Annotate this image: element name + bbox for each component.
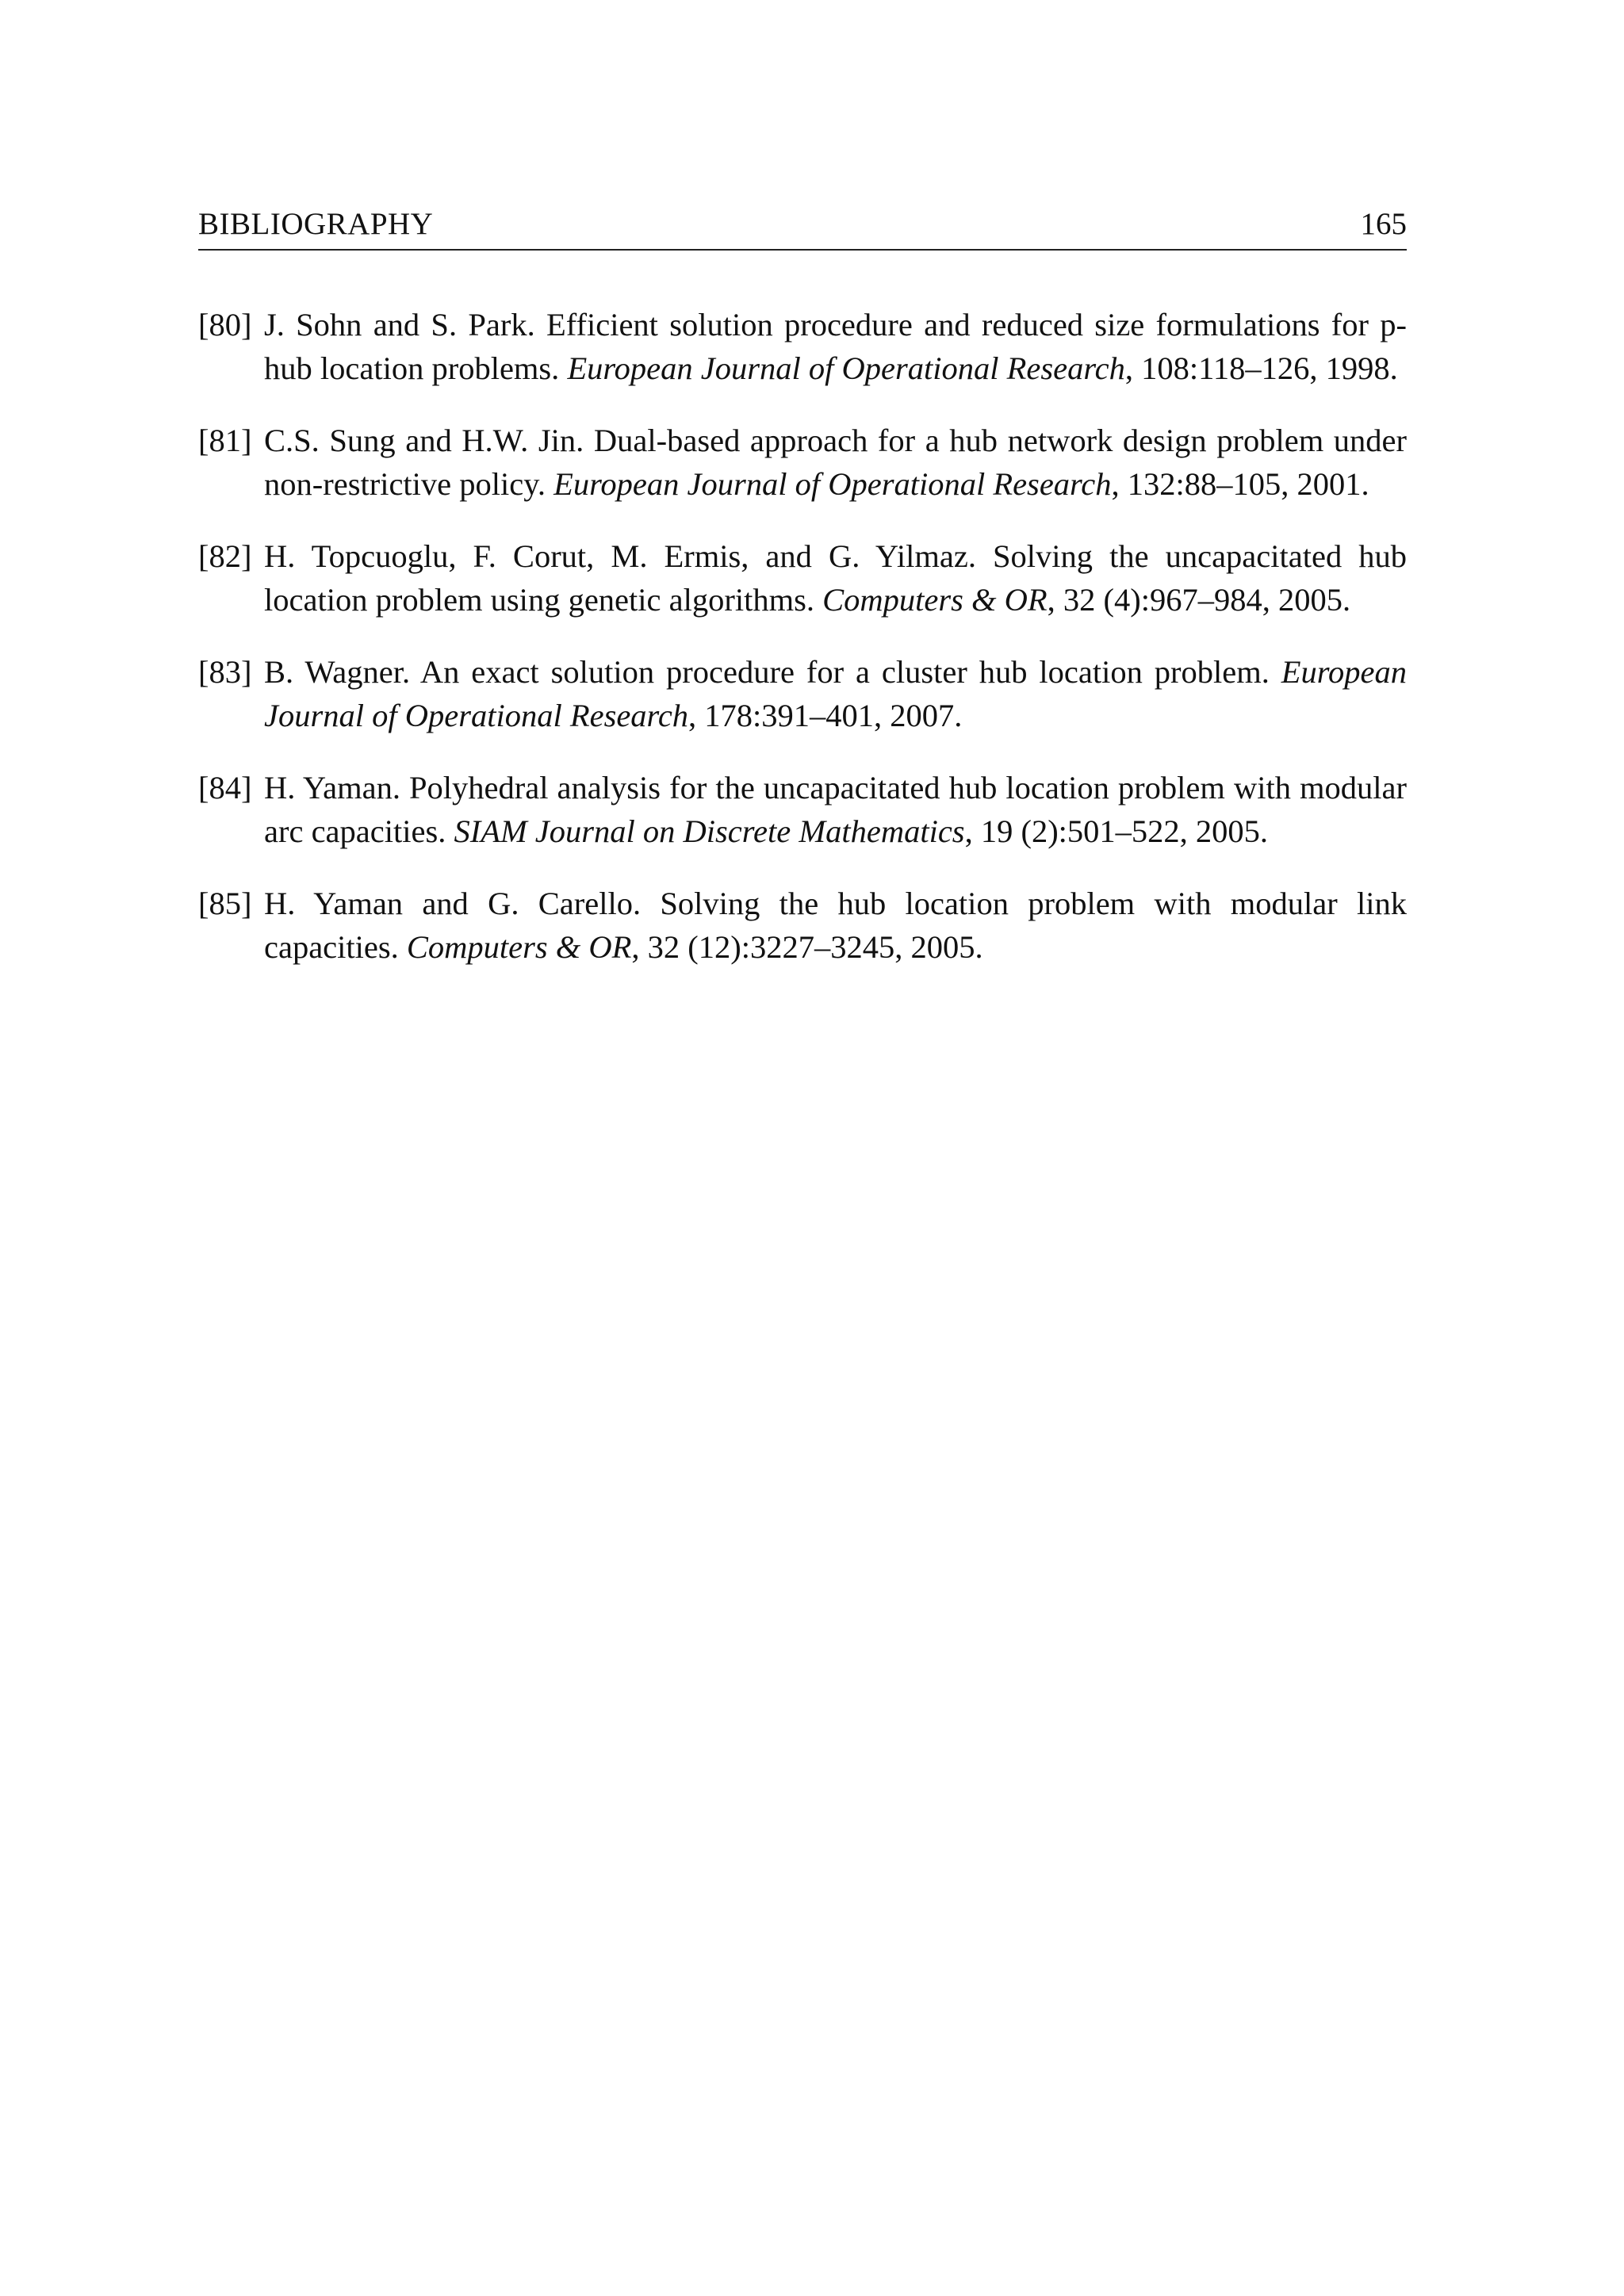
entry-title: Solving the hub location problem with modular link capacities. (264, 886, 1408, 965)
entry-venue: European Journal of Operational Research (567, 350, 1125, 386)
entry-label: [82] (198, 538, 252, 574)
entry-authors: H. Topcuoglu, F. Corut, M. Ermis, and G. Yilmaz. (264, 538, 976, 574)
entry-venue: Computers & OR (406, 929, 632, 965)
entry-label: [83] (198, 654, 252, 690)
entry-title: Dual-based approach for a hub network design problem under non-restrictive policy. (264, 423, 1408, 502)
bibliography-list (198, 303, 1407, 997)
entry-details: , 108:118–126, 1998. (1124, 350, 1398, 386)
entry-authors: B. Wagner. (264, 654, 411, 690)
entry-details: , 32 (4):967–984, 2005. (1047, 582, 1351, 618)
entry-authors: J. Sohn and S. Park. (264, 307, 535, 342)
entry-title: Polyhedral analysis for the uncapacitated hub location problem with modular arc capacities. (264, 770, 1407, 849)
entry-venue: SIAM Journal on Discrete Mathematics (454, 813, 965, 849)
entry-authors: H. Yaman and G. Carello. (264, 886, 642, 921)
entry-title: Solving the uncapacitated hub location problem using genetic algorithms. (264, 538, 1408, 618)
page-number: 165 (1360, 207, 1407, 241)
bib-entry-85 (198, 882, 1407, 969)
bib-entry-83 (198, 650, 1407, 737)
entry-venue: European Journal of Operational Research (553, 466, 1112, 502)
entry-details: , 32 (12):3227–3245, 2005. (631, 929, 983, 965)
entry-title: An exact solution procedure for a cluster hub location problem. (419, 654, 1270, 690)
bib-entry-82 (198, 534, 1407, 622)
entry-title: Efficient solution procedure and reduced size formulations for p-hub location problems. (264, 307, 1407, 386)
entry-label: [85] (198, 886, 252, 921)
entry-details: , 132:88–105, 2001. (1111, 466, 1369, 502)
entry-authors: H. Yaman. (264, 770, 400, 806)
entry-label: [81] (198, 423, 252, 458)
bib-entry-80 (198, 303, 1407, 390)
entry-label: [84] (198, 770, 252, 806)
entry-label: [80] (198, 307, 252, 342)
entry-venue: Computers & OR (822, 582, 1048, 618)
entry-authors: C.S. Sung and H.W. Jin. (264, 423, 584, 458)
entry-details: , 178:391–401, 2007. (688, 698, 963, 733)
header-title: BIBLIOGRAPHY (198, 207, 434, 241)
running-header (198, 205, 1407, 251)
bib-entry-84 (198, 766, 1407, 853)
entry-venue: European Journal of Operational Research (264, 654, 1408, 733)
entry-details: , 19 (2):501–522, 2005. (964, 813, 1269, 849)
bib-entry-81 (198, 419, 1407, 506)
